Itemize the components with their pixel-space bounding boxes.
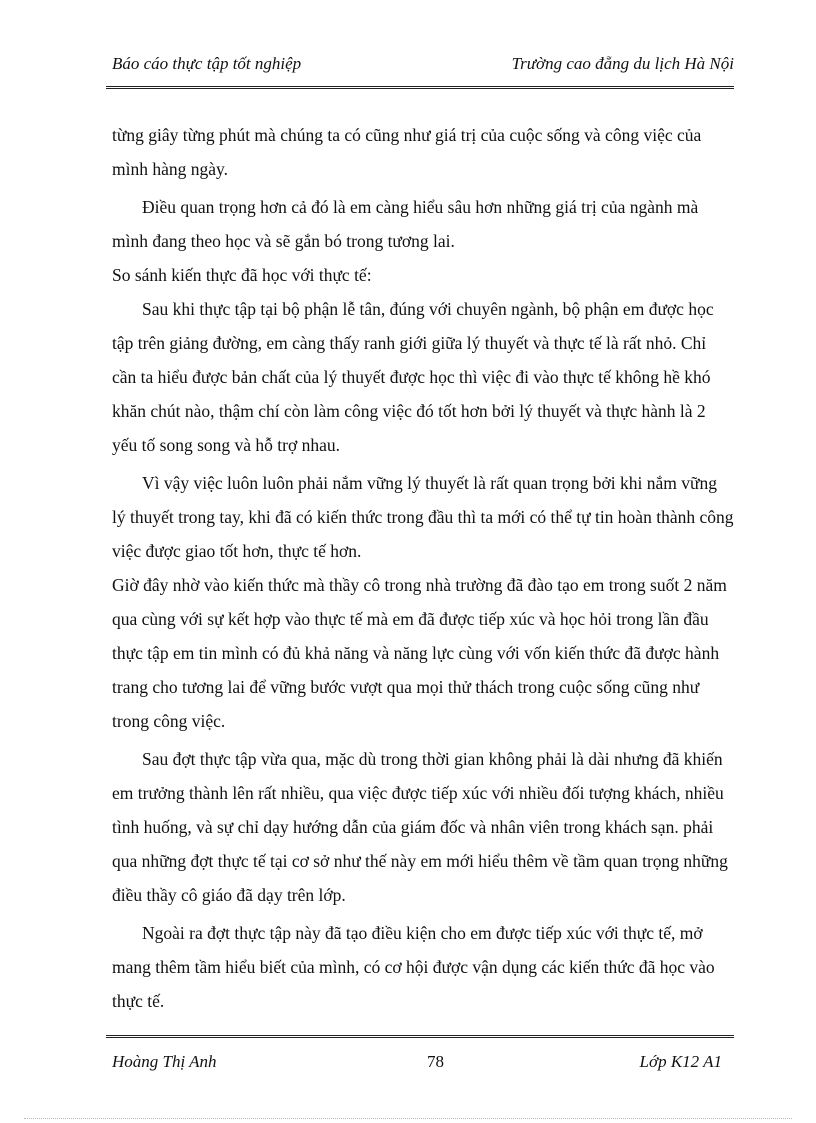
paragraph: Vì vậy việc luôn luôn phải nắm vững lý thuyết là rất quan trọng bởi khi nắm vững lý thuyết trong tay, khi đã có kiến thức trong đầu thì ta mới có thể tự tin hoàn thành công việc được giao tốt hơn, thực tế hơn. <box>112 473 734 561</box>
header-divider <box>106 86 734 89</box>
document-body <box>112 118 734 1018</box>
page-footer <box>112 1050 722 1076</box>
paragraph: Điều quan trọng hơn cả đó là em càng hiểu sâu hơn những giá trị của ngành mà mình đang theo học và sẽ gắn bó trong tương lai. <box>112 197 699 251</box>
paragraph: Ngoài ra đợt thực tập này đã tạo điều kiện cho em được tiếp xúc với thực tế, mở mang thêm tầm hiểu biết của mình, có cơ hội được vận dụng các kiến thức đã học vào thực tế. <box>112 923 715 1011</box>
paragraph: Sau khi thực tập tại bộ phận lễ tân, đúng với chuyên ngành, bộ phận em được học tập trên giảng đường, em càng thấy ranh giới giữa lý thuyết và thực tế là rất nhỏ. Chỉ cần ta hiểu được bản chất của lý thuyết được học thì việc đi vào thực tế không hề khó khăn chút nào, thậm chí còn làm công việc đó tốt hơn bởi lý thuyết và thực hành là 2 yếu tố song song và hỗ trợ nhau. <box>112 299 714 455</box>
section-heading: So sánh kiến thực đã học với thực tế: <box>112 265 372 285</box>
paragraph: Sau đợt thực tập vừa qua, mặc dù trong thời gian không phải là dài nhưng đã khiến em trưởng thành lên rất nhiều, qua việc được tiếp xúc với nhiều đối tượng khách, nhiều tình huống, và sự chỉ dạy hướng dẫn của giám đốc và nhân viên trong khách sạn. phải qua những đợt thực tế tại cơ sở như thế này em mới hiểu thêm về tầm quan trọng những điều thầy cô giáo đã dạy trên lớp. <box>112 749 728 905</box>
header-report-title: Báo cáo thực tập tốt nghiệp <box>112 54 302 73</box>
footer-divider <box>106 1035 734 1038</box>
page-number: 78 <box>427 1052 444 1071</box>
footer-class: Lớp K12 A1 <box>639 1052 722 1071</box>
page-bottom-edge <box>24 1118 792 1119</box>
page-header <box>112 52 734 80</box>
header-school-name: Trường cao đẵng du lịch Hà Nội <box>511 54 734 73</box>
footer-author: Hoàng Thị Anh <box>112 1052 217 1071</box>
paragraph: Giờ đây nhờ vào kiến thức mà thầy cô trong nhà trường đã đào tạo em trong suốt 2 năm qua cùng với sự kết hợp vào thực tế mà em đã được tiếp xúc và học hỏi trong lần đầu thực tập em tin mình có đủ khả năng và năng lực cùng với vốn kiến thức đã được hành trang cho tương lai để vững bước vượt qua mọi thử thách trong cuộc sống cũng như trong công việc. <box>112 575 727 731</box>
paragraph: từng giây từng phút mà chúng ta có cũng như giá trị của cuộc sống và công việc của mình hàng ngày. <box>112 125 702 179</box>
